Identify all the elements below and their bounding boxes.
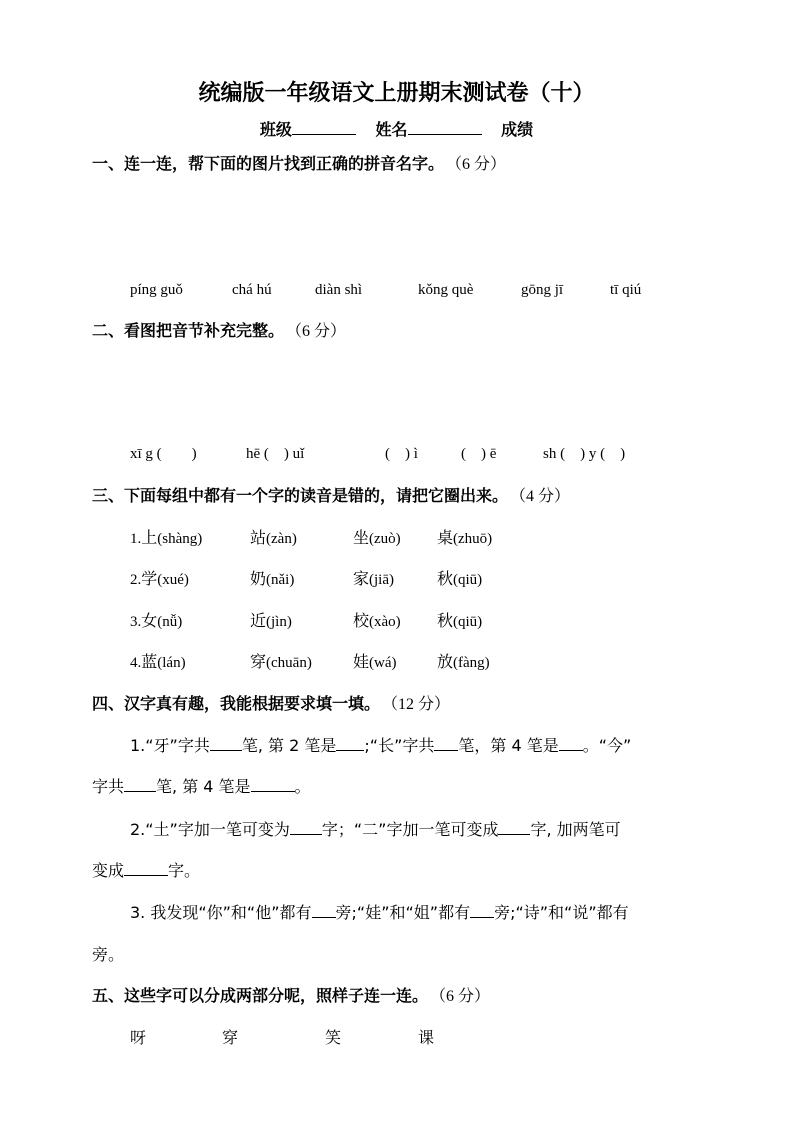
char-to-split[interactable]: 笑 [325,1028,342,1047]
answer-blank[interactable] [251,775,295,792]
syllable-blank[interactable]: sh ( ) y ( ) [543,446,626,462]
char-option[interactable]: 家 [353,569,370,588]
answer-blank[interactable] [290,818,322,835]
answer-blank[interactable] [559,734,583,751]
pinyin-option[interactable]: píng guǒ [130,282,183,298]
answer-blank[interactable] [336,734,364,751]
answer-blank[interactable] [210,734,242,751]
section-4-heading: 四、汉字真有趣，我能根据要求填一填。 （12 分） [92,694,451,713]
pinyin-option[interactable]: gōng jī [521,282,564,298]
pinyin-option[interactable]: chá hú [232,282,272,298]
pinyin-option[interactable]: kǒng què [418,282,474,298]
student-info-line [0,118,793,142]
class-label: 班级 [259,120,292,139]
char-option[interactable]: 娃 [353,652,370,671]
char-option[interactable]: 女 [141,611,158,630]
section-2-heading: 二、看图把音节补充完整。 （6 分） [92,321,347,340]
name-field[interactable] [408,118,482,135]
section-3-score: （4 分） [518,488,571,505]
question-4-1-line-2: 字共 笔, 第 4 笔是 。 [92,777,311,796]
question-4-1-line-1: 1.“牙”字共 笔, 第 2 笔是 ;“长”字共 笔，第 4 笔是 。“今” [130,736,632,755]
section-5-heading: 五、这些字可以分成两部分呢，照样子连一连。 （6 分） [92,986,491,1005]
section-3-heading: 三、下面每组中都有一个字的读音是错的，请把它圈出来。 （4 分） [92,486,571,505]
char-option[interactable]: 穿 [250,652,267,671]
char-to-split[interactable]: 穿 [222,1028,239,1047]
char-to-split[interactable]: 课 [418,1028,435,1047]
syllable-blank[interactable]: xī g ( ) [130,446,197,462]
section-1-heading: 一、连一连，帮下面的图片找到正确的拼音名字。 （6 分） [92,154,507,173]
answer-blank[interactable] [124,775,156,792]
char-option[interactable]: 近 [250,611,267,630]
syllable-blank[interactable]: ( ) ē [461,446,497,462]
section-4-score: （12 分） [390,696,451,713]
char-option[interactable]: 秋 [437,569,454,588]
score-label: 成绩 [501,120,534,139]
question-4-2-line-1: 2.“土”字加一笔可变为 字；“二”字加一笔可变成 字, 加两笔可 [130,820,621,839]
syllable-blank[interactable]: hē ( ) uǐ [246,446,305,462]
answer-blank[interactable] [124,859,168,876]
char-option[interactable]: 奶 [250,569,267,588]
char-option[interactable]: 站 [250,528,267,547]
char-option[interactable]: 学 [141,569,158,588]
section-2-score: （6 分） [294,323,347,340]
question-4-3-line-2: 旁。 [92,945,125,964]
answer-blank[interactable] [470,901,494,918]
section-1-score: （6 分） [454,156,507,173]
char-option[interactable]: 放 [437,652,454,671]
pinyin-option[interactable]: diàn shì [315,282,363,298]
pinyin-option[interactable]: tī qiú [610,282,642,298]
answer-blank[interactable] [498,818,530,835]
char-to-split[interactable]: 呀 [130,1028,147,1047]
char-option[interactable]: 秋 [437,611,454,630]
syllable-blank[interactable]: ( ) ì [385,446,418,462]
class-field[interactable] [292,118,356,135]
char-option[interactable]: 校 [353,611,370,630]
page-title: 统编版一年级语文上册期末测试卷（十） [198,81,595,106]
char-option[interactable]: 蓝 [141,652,158,671]
question-4-2-line-2: 变成 字。 [92,861,201,880]
answer-blank[interactable] [312,901,336,918]
answer-blank[interactable] [434,734,458,751]
name-label: 姓名 [375,120,408,139]
char-option[interactable]: 上 [141,528,158,547]
section-5-score: （6 分） [438,988,491,1005]
char-option[interactable]: 坐 [353,528,370,547]
question-4-3-line-1: 3. 我发现“你”和“他”都有 旁;“娃”和“姐”都有 旁;“诗”和“说”都有 [130,903,629,922]
char-option[interactable]: 桌 [437,528,454,547]
